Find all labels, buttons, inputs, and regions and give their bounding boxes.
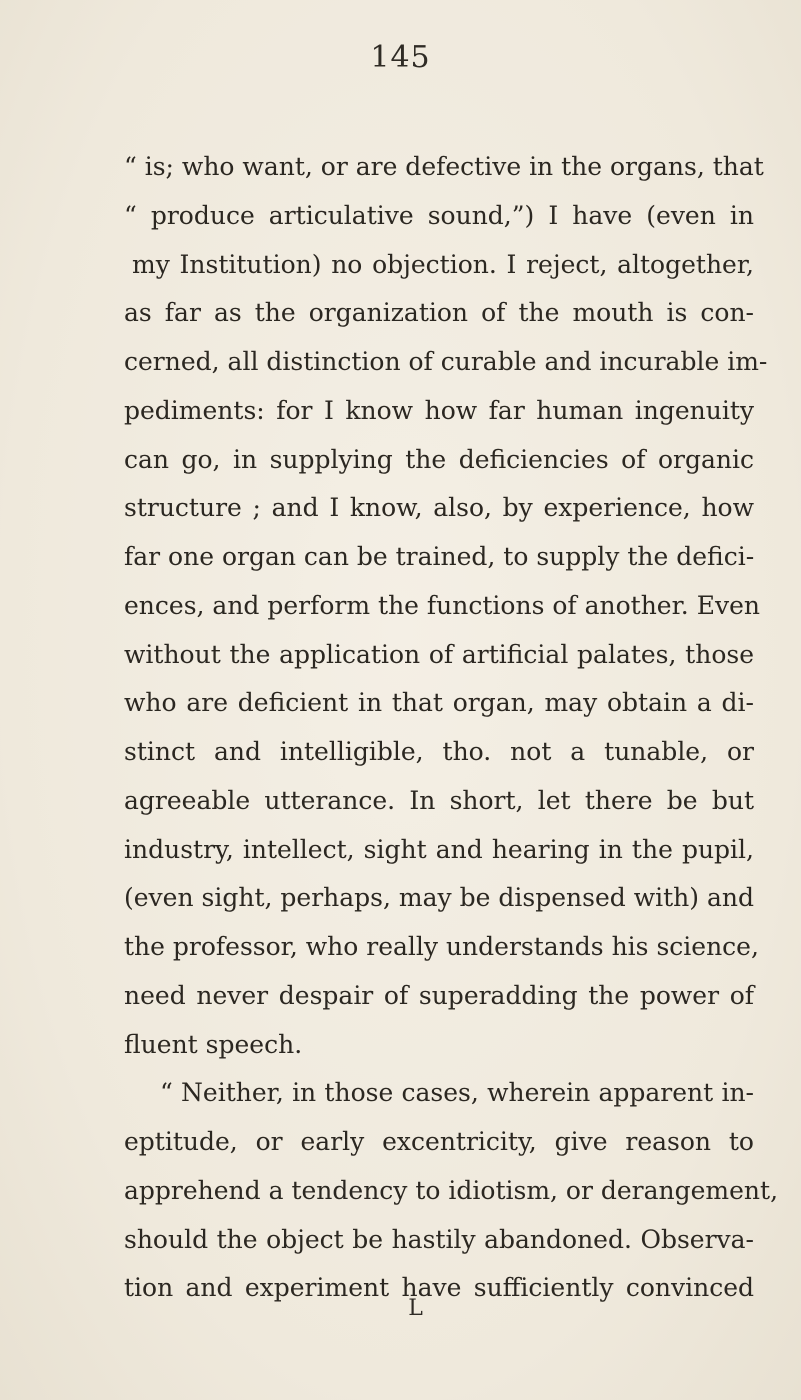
text-line: far one organ can be trained, to supply the defici- — [124, 542, 755, 571]
text-line: the professor, who really understands his science, — [124, 932, 759, 961]
text-line: fluent speech. — [124, 1030, 303, 1059]
text-line: need never despair of superadding the power of — [124, 981, 754, 1010]
text-line: my Institution) no objection. I reject, altogether, — [132, 250, 754, 279]
text-line: eptitude, or early excentricity, give reason to — [124, 1127, 754, 1156]
text-line: pediments: for I know how far human ingenuity — [124, 396, 754, 425]
text-line: who are deficient in that organ, may obtain a di- — [124, 688, 754, 717]
text-line: apprehend a tendency to idiotism, or derangement, — [124, 1176, 779, 1205]
text-line: tion and experiment have sufficiently convinced — [124, 1273, 754, 1302]
text-line: “ Neither, in those cases, wherein apparent in- — [160, 1078, 754, 1107]
text-line: as far as the organization of the mouth is con- — [124, 298, 754, 327]
text-line: should the object be hastily abandoned. Observa- — [124, 1225, 754, 1254]
text-line: (even sight, perhaps, may be dispensed with) and — [124, 883, 754, 912]
text-line: stinct and intelligible, tho. not a tunable, or — [124, 737, 754, 766]
signature-mark: L — [408, 1296, 423, 1321]
text-line: “ is; who want, or are defective in the organs, that — [124, 152, 764, 181]
text-line: cerned, all distinction of curable and incurable im- — [124, 347, 768, 376]
page-number: 145 — [370, 40, 431, 75]
text-line: structure ; and I know, also, by experience, how — [124, 493, 754, 522]
text-line: without the application of artificial palates, those — [124, 640, 754, 669]
text-line: can go, in supplying the deficiencies of organic — [124, 445, 754, 474]
text-line: industry, intellect, sight and hearing in the pupil, — [124, 835, 754, 864]
text-line: agreeable utterance. In short, let there be but — [124, 786, 754, 815]
text-line: “ produce articulative sound,”) I have (even in — [124, 201, 754, 230]
text-line: ences, and perform the functions of another. Even — [124, 591, 760, 620]
